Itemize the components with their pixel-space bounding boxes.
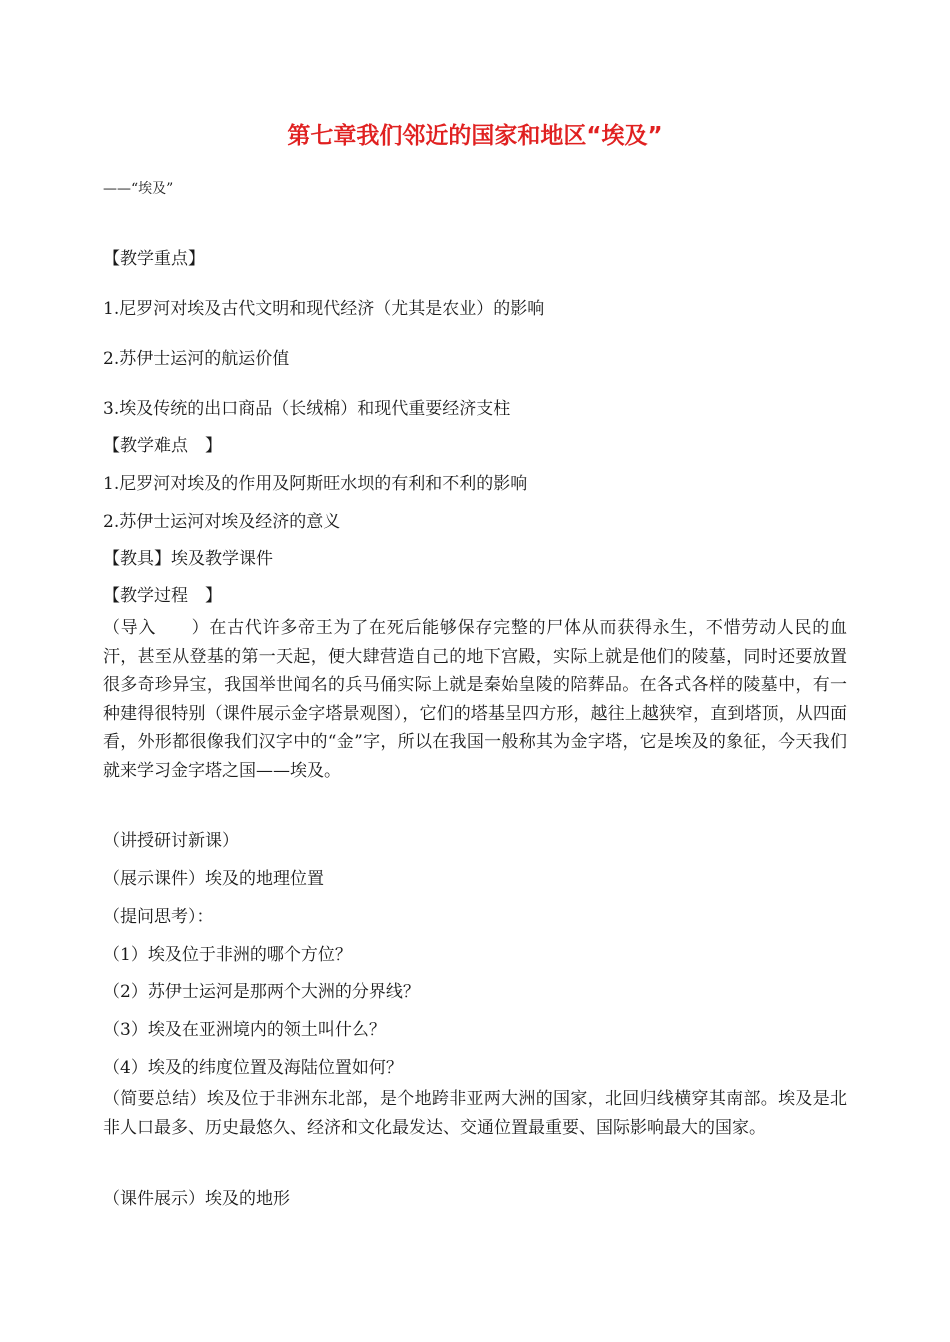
- difficult-point-2: 2.苏伊士运河对埃及经济的意义: [103, 512, 341, 532]
- new-lesson-line: （讲授研讨新课）: [103, 831, 239, 851]
- question-4: （4）埃及的纬度位置及海陆位置如何？: [103, 1058, 403, 1078]
- key-point-1: 1.尼罗河对埃及古代文明和现代经济（尤其是农业）的影响: [103, 299, 545, 319]
- question-3: （3）埃及在亚洲境内的领土叫什么？: [103, 1020, 386, 1040]
- question-intro-line: （提问思考）：: [103, 907, 214, 927]
- intro-paragraph: （导入 ）在古代许多帝王为了在死后能够保存完整的尸体从而获得永生，不惜劳动人民的血汗，甚至从登基的第一天起，便大肆营造自己的地下宫殿，实际上就是他们的陵墓，同时还要放置很多奇珍异宝，我国举世闻名的兵马俑实际上就是秦始皇陵的陪葬品。在各式各样的陵墓中，有一种建得很特别（课件展示金字塔景观图），它们的塔基呈四方形，越往上越狭窄，直到塔顶，从四面看，外形都很像我们汉字中的“金”字，所以在我国一般称其为金字塔，它是埃及的象征，今天我们就来学习金字塔之国——埃及。: [103, 618, 847, 781]
- show-location-line: （展示课件）埃及的地理位置: [103, 869, 324, 889]
- document-title: 第七章我们邻近的国家和地区“埃及”: [287, 123, 663, 149]
- summary-paragraph: （简要总结）埃及位于非洲东北部，是个地跨非亚两大洲的国家，北回归线横穿其南部。埃及是北非人口最多、历史最悠久、经济和文化最发达、交通位置最重要、国际影响最大的国家。: [103, 1089, 847, 1138]
- question-1: （1）埃及位于非洲的哪个方位？: [103, 945, 352, 965]
- question-2: （2）苏伊士运河是那两个大洲的分界线？: [103, 982, 420, 1002]
- key-point-2: 2.苏伊士运河的航运价值: [103, 349, 290, 369]
- terrain-line: （课件展示）埃及的地形: [103, 1189, 290, 1209]
- heading-teaching-process: 【教学过程 】: [103, 586, 222, 606]
- difficult-point-1: 1.尼罗河对埃及的作用及阿斯旺水坝的有利和不利的影响: [103, 474, 528, 494]
- key-point-3: 3.埃及传统的出口商品（长绒棉）和现代重要经济支柱: [103, 399, 511, 419]
- document-subtitle: ——“埃及”: [103, 181, 174, 197]
- teaching-aids: 【教具】埃及教学课件: [103, 549, 273, 569]
- heading-key-points: 【教学重点】: [103, 249, 205, 269]
- heading-difficult-points: 【教学难点 】: [103, 436, 222, 456]
